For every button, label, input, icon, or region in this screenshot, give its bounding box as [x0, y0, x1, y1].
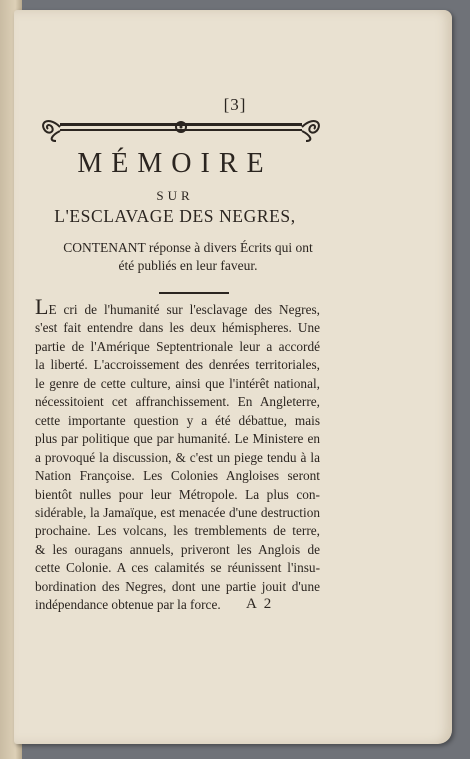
body-line: bordination des Negres, dont une partie jouit d'une	[35, 578, 320, 594]
body-line: indépendance obtenue par la force.	[35, 597, 221, 613]
signature-mark: A 2	[246, 596, 274, 612]
title-connector: SUR	[156, 188, 194, 203]
body-line: cette Colonie. A ces calamités se réunissent l'insu-	[35, 560, 320, 576]
page-subtitle: L'ESCLAVAGE DES NEGRES,	[54, 206, 296, 226]
contenant-paragraph	[38, 239, 338, 275]
contenant-line: CONTENANT réponse à divers Écrits qui ont	[63, 240, 313, 255]
body-paragraph	[35, 294, 320, 615]
body-line	[35, 294, 320, 319]
body-line: bientôt nulles pour leur Métropole. La plus con-	[35, 486, 320, 502]
divider	[159, 292, 229, 294]
contenant-line: été publiés en leur faveur.	[118, 258, 258, 273]
body-line: partie de l'Amérique Septentrionale leur a accordé	[35, 338, 320, 354]
body-line-text: E cri de l'humanité sur l'esclavage des Negres,	[48, 302, 320, 317]
body-line: la liberté. L'accroissement des denrées territoriales,	[35, 357, 320, 373]
body-line: sidérable, la Jamaïque, est menacée d'une destruction	[35, 504, 320, 520]
page-number: [3]	[223, 95, 247, 114]
body-line: le genre de cette culture, ainsi que l'intérêt national,	[35, 375, 320, 391]
body-line: prochaine. Les volcans, les tremblements de terre,	[35, 523, 320, 539]
body-line: nécessitoient cet affranchissement. En Angleterre,	[35, 394, 320, 410]
body-line: s'est fait entendre dans les deux hémispheres. Une	[35, 320, 320, 336]
body-line: a provoqué la discussion, & c'est un piege tendu à la	[35, 449, 320, 465]
body-line: & les ouragans annuels, priveront les Anglois de	[35, 541, 320, 557]
ornament-icon	[38, 113, 324, 143]
body-line: plus par politique que par humanité. Le Ministere en	[35, 431, 320, 447]
body-line: cette importante question y a été débattue, mais	[35, 412, 320, 428]
body-line: Nation Françoise. Les Colonies Angloises seront	[35, 468, 320, 484]
drop-cap: L	[35, 294, 49, 319]
page-title: MÉMOIRE	[77, 148, 273, 179]
